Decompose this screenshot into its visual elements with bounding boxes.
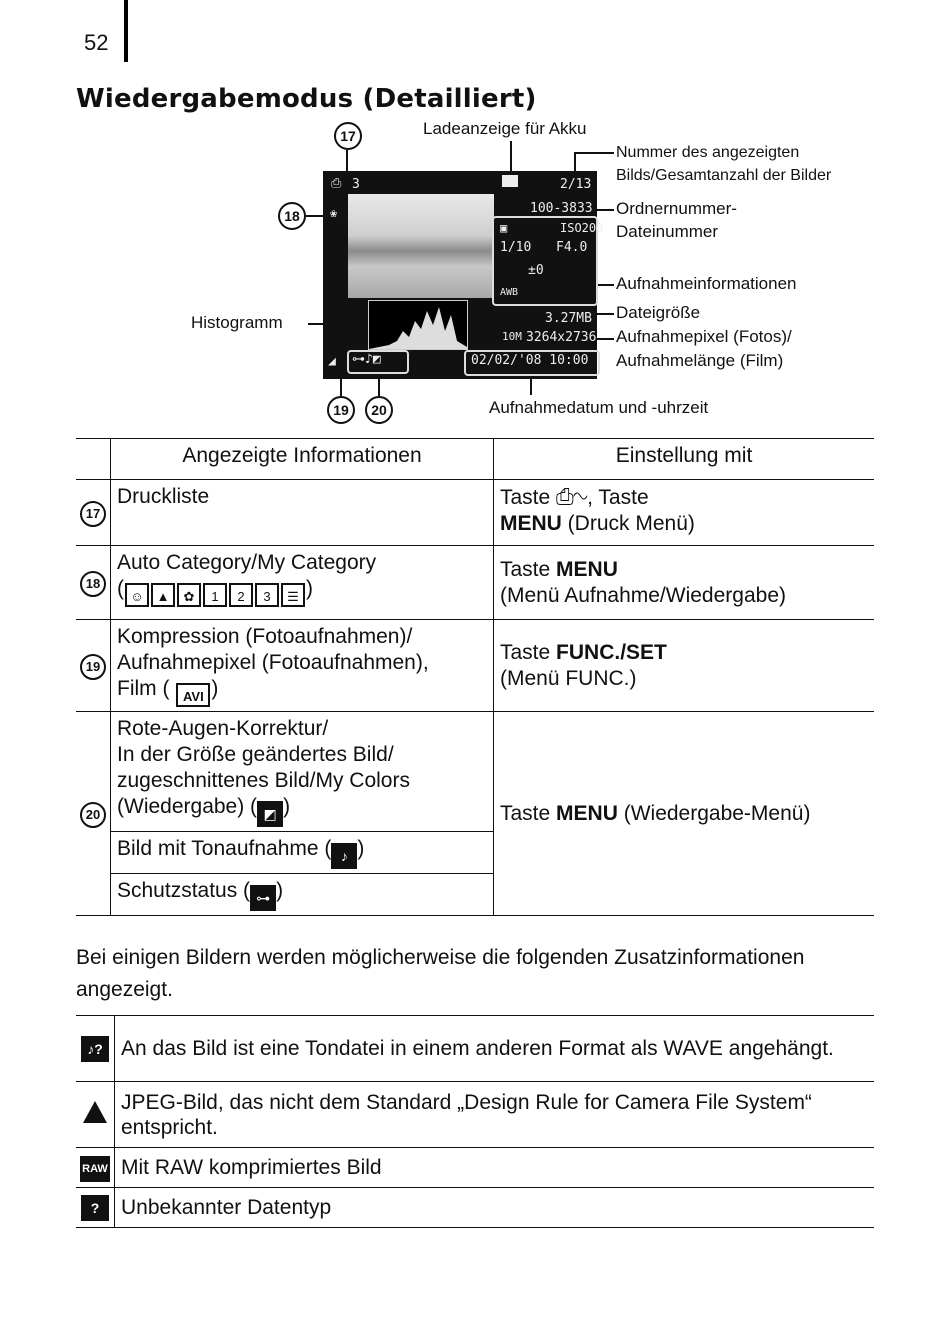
shutter-value: 1/10 [500, 240, 532, 255]
file-size-value: 3.27MB [545, 311, 592, 326]
info-cell [111, 620, 494, 712]
shooting-info-label: Aufnahmeinformationen [616, 274, 797, 293]
info-text: ) [283, 795, 291, 818]
category-2-icon: 2 [229, 583, 253, 607]
date-time-value: 02/02/'08 10:00 [471, 353, 589, 368]
info-text: Rote-Augen-Korrektur/ [117, 717, 329, 740]
pixels-label: Aufnahmepixel (Fotos)/ [616, 327, 792, 346]
info-cell: Druckliste [111, 480, 494, 546]
setting-text: Taste [500, 801, 557, 825]
setting-text: (Menü FUNC.) [500, 666, 637, 690]
setting-text: (Wiedergabe-Menü) [617, 801, 811, 825]
intro-paragraph: Bei einigen Bildern werden möglicherweise die folgenden Zusatzinformationen angezeigt. [76, 946, 805, 1001]
info-text: Film ( [117, 677, 170, 700]
table-row [76, 712, 874, 832]
info-text: ) [211, 677, 219, 700]
leader-line [346, 150, 348, 172]
resolution-value: 3264x2736 [526, 330, 597, 345]
circled-number: 19 [80, 654, 106, 680]
info-cell [111, 832, 494, 874]
pixels-label-2: Aufnahmelänge (Film) [616, 351, 784, 370]
icon-cell [76, 1148, 115, 1188]
sound-memo-icon: ♪ [331, 843, 357, 869]
avi-icon: AVI [176, 683, 210, 707]
row-number [76, 480, 111, 546]
page-number-bar [124, 0, 128, 62]
setting-key: MENU [556, 801, 618, 825]
warning-icon [83, 1101, 107, 1123]
battery-icon [502, 175, 518, 187]
histogram-graph [368, 300, 468, 350]
table-row [76, 620, 874, 712]
leader-line [574, 152, 614, 154]
protect-key-icon: ⊶ [250, 885, 276, 911]
setting-text: , Taste [587, 486, 649, 509]
scenery-icon: ▲ [151, 583, 175, 607]
callout-20: 20 [365, 396, 393, 424]
table-row [76, 1016, 874, 1082]
table-row [76, 1082, 874, 1148]
row-number [76, 620, 111, 712]
callout-17: 17 [334, 122, 362, 150]
section-title: Wiedergabemodus (Detailliert) [76, 84, 537, 114]
image-counter: 2/13 [560, 177, 592, 192]
date-time-label: Aufnahmedatum und -uhrzeit [489, 398, 709, 417]
icon-cell [76, 1188, 115, 1228]
to-do-icon: ☰ [281, 583, 305, 607]
info-cell [111, 874, 494, 916]
info-text: Schutzstatus ( [117, 879, 251, 902]
header-empty [76, 439, 111, 480]
callout-19: 19 [327, 396, 355, 424]
setting-key: FUNC./SET [556, 640, 667, 664]
leader-line [598, 284, 614, 286]
preview-photo [348, 194, 494, 298]
edited-image-icon: ◩ [257, 801, 283, 827]
histogram-label: Histogramm [191, 313, 283, 332]
file-number: 100-3833 [530, 201, 593, 216]
histogram-bars [369, 301, 467, 349]
setting-text: (Menü Aufnahme/Wiedergabe) [500, 583, 786, 607]
setting-cell [494, 546, 875, 620]
header-info: Angezeigte Informationen [111, 439, 494, 480]
compression-icon: ◢ [328, 354, 336, 369]
description-cell: Mit RAW komprimiertes Bild [115, 1148, 875, 1188]
question-icon: ? [81, 1195, 109, 1221]
circled-number: 20 [80, 802, 106, 828]
setting-text: Taste [500, 486, 557, 509]
description-cell: An das Bild ist eine Tondatei in einem anderen Format als WAVE angehängt. [115, 1016, 875, 1082]
setting-key: MENU [556, 557, 618, 581]
table-header-row [76, 439, 874, 480]
info-text: ) [357, 837, 365, 860]
camera-mode-icon: ▣ [500, 221, 508, 235]
circled-number: 18 [80, 571, 106, 597]
white-balance: AWB [500, 287, 519, 298]
category-icon: ❀ [330, 206, 338, 220]
image-number-label: Nummer des angezeigten [616, 144, 800, 161]
file-size-label: Dateigröße [616, 303, 701, 322]
setting-cell [494, 620, 875, 712]
setting-text: Taste [500, 640, 557, 664]
category-3-icon: 3 [255, 583, 279, 607]
table-row [76, 480, 874, 546]
page-number: 52 [84, 30, 109, 55]
status-icons: ⊶♪◩ [352, 352, 381, 367]
iso-value: ISO200 [560, 221, 604, 235]
callout-18: 18 [278, 202, 306, 230]
info-text: ) [306, 577, 313, 600]
info-text: (Wiedergabe) ( [117, 795, 258, 818]
icon-cell [76, 1082, 115, 1148]
extra-info-table [76, 1015, 874, 1228]
aperture-value: F4.0 [556, 240, 588, 255]
raw-icon: RAW [80, 1156, 110, 1182]
sound-unknown-icon: ♪? [81, 1036, 109, 1062]
battery-label: Ladeanzeige für Akku [423, 119, 587, 138]
info-table [76, 438, 874, 916]
info-cell [111, 712, 494, 832]
header-setting: Einstellung mit [494, 439, 875, 480]
print-count: 3 [352, 177, 360, 192]
setting-text: Taste [500, 557, 557, 581]
exposure-value: ±0 [528, 263, 544, 278]
events-icon: ✿ [177, 583, 201, 607]
folder-number-label: Ordnernummer- [616, 199, 737, 218]
recording-pixels-icon: 10M [502, 330, 522, 343]
setting-key: MENU [500, 512, 562, 535]
image-number-label-2: Bilds/Gesamtanzahl der Bilder [616, 167, 832, 184]
info-text: Auto Category/My Category [117, 551, 377, 574]
people-icon: ☺ [125, 583, 149, 607]
info-text: Aufnahmepixel (Fotoaufnahmen), [117, 651, 429, 674]
leader-line [510, 141, 512, 175]
info-text: Kompression (Fotoaufnahmen)/ [117, 625, 413, 648]
info-text: ) [276, 879, 284, 902]
print-share-icon: ⎙∿ [556, 484, 588, 509]
info-cell [111, 546, 494, 620]
info-text: ( [117, 577, 124, 600]
icon-cell [76, 1016, 115, 1082]
print-list-icon: ⎙ [331, 176, 342, 191]
info-text: zugeschnittenes Bild/My Colors [117, 769, 410, 792]
description-cell: JPEG-Bild, das nicht dem Standard „Design Rule for Camera File System“ entspricht. [115, 1082, 875, 1148]
row-number [76, 546, 111, 620]
setting-cell [494, 712, 875, 916]
circled-number: 17 [80, 501, 106, 527]
table-row [76, 1188, 874, 1228]
category-1-icon: 1 [203, 583, 227, 607]
table-row [76, 546, 874, 620]
row-number [76, 712, 111, 916]
info-text: Bild mit Tonaufnahme ( [117, 837, 332, 860]
setting-text: (Druck Menü) [561, 512, 695, 535]
setting-cell [494, 480, 875, 546]
info-text: In der Größe geändertes Bild/ [117, 743, 394, 766]
folder-number-label-2: Dateinummer [616, 222, 719, 241]
description-cell: Unbekannter Datentyp [115, 1188, 875, 1228]
table-row [76, 1148, 874, 1188]
